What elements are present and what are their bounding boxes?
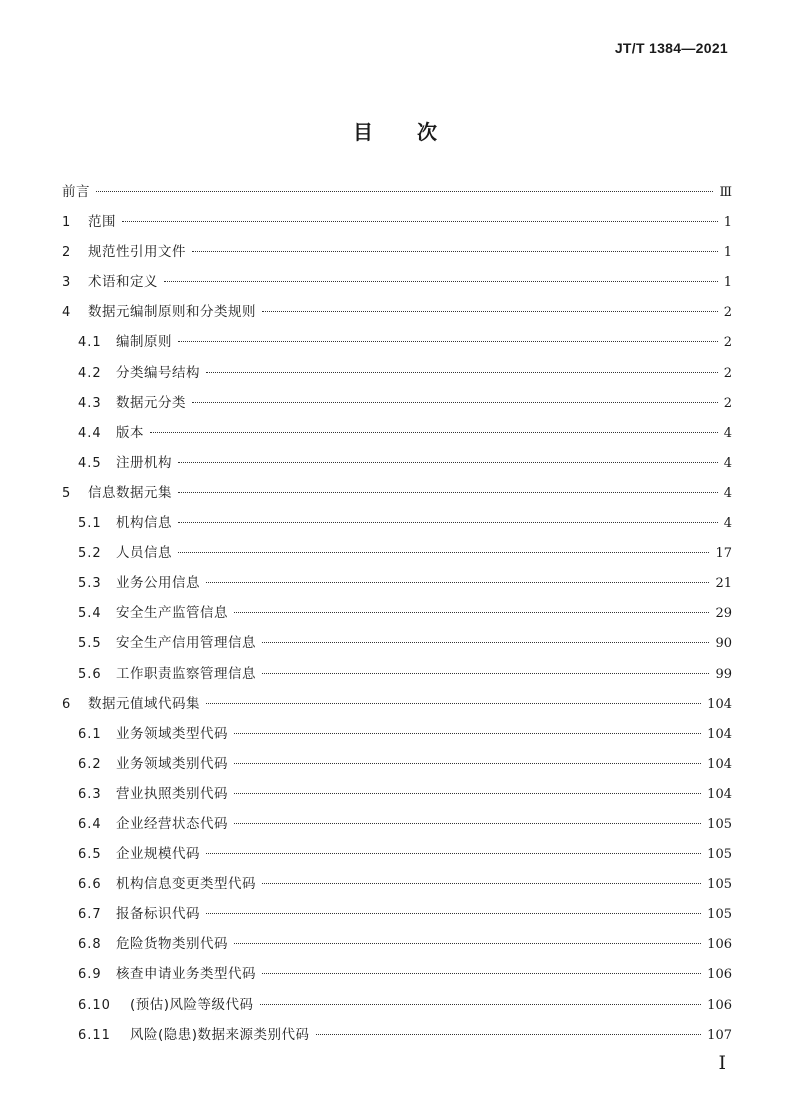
- toc-dot-leader: [234, 793, 701, 794]
- toc-entry[interactable]: [62, 1023, 732, 1053]
- toc-entry-title: 信息数据元集: [88, 484, 172, 501]
- toc-entry[interactable]: [62, 872, 732, 902]
- toc-entry-number: 2: [62, 245, 71, 261]
- toc-entry[interactable]: [62, 782, 732, 812]
- toc-entry-number: 6.9: [78, 967, 102, 983]
- toc-entry[interactable]: [62, 270, 732, 300]
- toc-entry[interactable]: [62, 240, 732, 270]
- toc-entry-page: 105: [707, 907, 732, 923]
- toc-entry[interactable]: [62, 812, 732, 842]
- toc-entry-page: 106: [707, 997, 732, 1013]
- toc-entry[interactable]: [62, 391, 732, 421]
- toc-entry-page: 1: [723, 275, 732, 291]
- toc-entry-number: 6.4: [78, 816, 102, 832]
- toc-entry[interactable]: [62, 421, 732, 451]
- toc-entry-number: 4: [62, 305, 71, 321]
- toc-dot-leader: [262, 673, 709, 674]
- toc-entry[interactable]: [62, 902, 732, 932]
- toc-entry-number: 6.1: [78, 726, 102, 742]
- toc-entry[interactable]: [62, 180, 732, 210]
- toc-entry-title: 企业经营状态代码: [116, 815, 228, 832]
- toc-entry[interactable]: [62, 662, 732, 692]
- toc-dot-leader: [178, 492, 718, 493]
- toc-entry-title: 机构信息: [116, 515, 172, 532]
- standard-code: JT/T 1384—2021: [614, 40, 728, 56]
- toc-entry-title: 数据元分类: [116, 394, 186, 411]
- toc-entry[interactable]: [62, 962, 732, 992]
- toc-entry-title: 业务领域类别代码: [116, 755, 228, 772]
- toc-entry-number: 6.10: [78, 997, 111, 1013]
- toc-entry-number: 6: [62, 696, 71, 712]
- toc-entry-page: 2: [723, 365, 732, 381]
- toc-entry-title: 营业执照类别代码: [116, 785, 228, 802]
- toc-dot-leader: [206, 372, 718, 373]
- toc-entry[interactable]: [62, 601, 732, 631]
- toc-entry-page: 107: [707, 1027, 732, 1043]
- toc-entry-page: 17: [715, 546, 732, 562]
- toc-dot-leader: [150, 432, 718, 433]
- toc-entry[interactable]: [62, 361, 732, 391]
- toc-entry-title: (预估)风险等级代码: [130, 996, 254, 1013]
- toc-entry-number: 4.5: [78, 455, 102, 471]
- toc-entry-page: 1: [723, 245, 732, 261]
- toc-entry-title: 业务领域类型代码: [116, 725, 228, 742]
- toc-entry[interactable]: [62, 511, 732, 541]
- toc-entry[interactable]: [62, 993, 732, 1023]
- toc-entry-title: 机构信息变更类型代码: [116, 876, 256, 893]
- toc-entry-page: 104: [707, 756, 732, 772]
- toc-entry[interactable]: [62, 722, 732, 752]
- toc-entry-number: 1: [62, 215, 71, 231]
- toc-entry-number: 6.6: [78, 877, 102, 893]
- toc-entry-page: 21: [715, 576, 732, 592]
- toc-entry-title: 企业规模代码: [116, 846, 200, 863]
- toc-dot-leader: [234, 823, 701, 824]
- toc-entry-page: 104: [707, 726, 732, 742]
- toc-entry[interactable]: [62, 451, 732, 481]
- toc-entry-title: 报备标识代码: [116, 906, 200, 923]
- toc-dot-leader: [164, 281, 718, 282]
- toc-entry[interactable]: [62, 752, 732, 782]
- toc-entry-number: 4.3: [78, 395, 102, 411]
- toc-entry-number: 5: [62, 485, 71, 501]
- page-number: I: [718, 1052, 726, 1074]
- toc-entry-number: 5.3: [78, 576, 102, 592]
- toc-entry-title: 规范性引用文件: [88, 244, 186, 261]
- toc-entry-page: 4: [723, 425, 732, 441]
- toc-entry-page: 106: [707, 967, 732, 983]
- toc-entry-number: 6.2: [78, 756, 102, 772]
- toc-entry-number: 4.1: [78, 335, 102, 351]
- toc-entry-title: 工作职责监察管理信息: [116, 665, 256, 682]
- toc-dot-leader: [206, 913, 701, 914]
- toc-entry-page: 99: [715, 666, 732, 682]
- toc-dot-leader: [234, 763, 701, 764]
- toc-entry-number: 6.3: [78, 786, 102, 802]
- toc-entry-title: 数据元值域代码集: [88, 695, 200, 712]
- toc-dot-leader: [206, 582, 709, 583]
- toc-dot-leader: [96, 191, 713, 192]
- toc-entry-page: 90: [715, 636, 732, 652]
- toc-dot-leader: [316, 1034, 702, 1035]
- toc-entry[interactable]: [62, 932, 732, 962]
- toc-entry-page: 106: [707, 937, 732, 953]
- toc-entry-number: 6.5: [78, 847, 102, 863]
- toc-entry-title: 注册机构: [116, 454, 172, 471]
- toc-entry[interactable]: [62, 300, 732, 330]
- toc-entry-title: 危险货物类别代码: [116, 936, 228, 953]
- toc-entry-number: 4.4: [78, 425, 102, 441]
- toc-dot-leader: [206, 703, 701, 704]
- toc-entry-title: 前言: [62, 184, 90, 200]
- toc-entry-title: 核查申请业务类型代码: [116, 966, 256, 983]
- toc-dot-leader: [234, 612, 709, 613]
- toc-dot-leader: [178, 341, 718, 342]
- toc-dot-leader: [178, 522, 718, 523]
- toc-entry-title: 数据元编制原则和分类规则: [88, 304, 256, 321]
- toc-entry-page: 2: [723, 335, 732, 351]
- toc-dot-leader: [262, 642, 709, 643]
- toc-dot-leader: [178, 552, 709, 553]
- toc-dot-leader: [262, 311, 718, 312]
- toc-entry-number: 6.8: [78, 937, 102, 953]
- toc-entry-page: 29: [715, 606, 732, 622]
- toc-entry[interactable]: [62, 692, 732, 722]
- toc-entry-title: 安全生产监管信息: [116, 605, 228, 622]
- toc-entry-page: 4: [723, 455, 732, 471]
- toc-entry-number: 5.5: [78, 636, 102, 652]
- toc-dot-leader: [262, 973, 701, 974]
- toc-entry[interactable]: [62, 210, 732, 240]
- toc-entry-page: 105: [707, 877, 732, 893]
- toc-entry-page: 105: [707, 847, 732, 863]
- toc-dot-leader: [192, 251, 718, 252]
- toc-dot-leader: [206, 853, 701, 854]
- toc-entry-number: 3: [62, 275, 71, 291]
- toc-dot-leader: [260, 1004, 702, 1005]
- toc-dot-leader: [234, 733, 701, 734]
- toc-entry-page: 105: [707, 816, 732, 832]
- toc-dot-leader: [192, 402, 718, 403]
- toc-entry-number: 6.11: [78, 1027, 111, 1043]
- toc-entry-page: 4: [723, 485, 732, 501]
- toc-entry[interactable]: [62, 330, 732, 360]
- toc-entry-page: 104: [707, 696, 732, 712]
- toc-dot-leader: [178, 462, 718, 463]
- toc-entry-title: 安全生产信用管理信息: [116, 635, 256, 652]
- page-title: 目次: [353, 120, 481, 144]
- toc-dot-leader: [234, 943, 701, 944]
- toc-entry[interactable]: [62, 571, 732, 601]
- toc-entry-number: 5.1: [78, 516, 102, 532]
- toc-entry-title: 编制原则: [116, 334, 172, 351]
- toc-entry-number: 5.4: [78, 606, 102, 622]
- toc-entry-page: 4: [723, 516, 732, 532]
- toc-dot-leader: [262, 883, 701, 884]
- toc-entry[interactable]: [62, 541, 732, 571]
- toc-entry[interactable]: [62, 842, 732, 872]
- toc-entry-page: 104: [707, 786, 732, 802]
- toc-entry[interactable]: [62, 631, 732, 661]
- toc-entry-page: Ⅲ: [719, 185, 732, 200]
- toc-entry-page: 1: [723, 215, 732, 231]
- toc-entry-title: 人员信息: [116, 545, 172, 562]
- toc-entry-title: 分类编号结构: [116, 364, 200, 381]
- toc-entry-title: 术语和定义: [88, 274, 158, 291]
- toc-entry-page: 2: [723, 305, 732, 321]
- toc-entry-number: 4.2: [78, 365, 102, 381]
- toc-entry-title: 风险(隐患)数据来源类别代码: [130, 1026, 310, 1043]
- toc-entry-title: 范围: [88, 214, 116, 231]
- toc-entry-title: 版本: [116, 424, 144, 441]
- toc-entry-number: 6.7: [78, 907, 102, 923]
- toc-dot-leader: [122, 221, 718, 222]
- toc-entry-title: 业务公用信息: [116, 575, 200, 592]
- toc-entry-page: 2: [723, 395, 732, 411]
- toc-entry-number: 5.6: [78, 666, 102, 682]
- toc-entry-number: 5.2: [78, 546, 102, 562]
- toc-entry[interactable]: [62, 481, 732, 511]
- table-of-contents: [62, 180, 732, 1053]
